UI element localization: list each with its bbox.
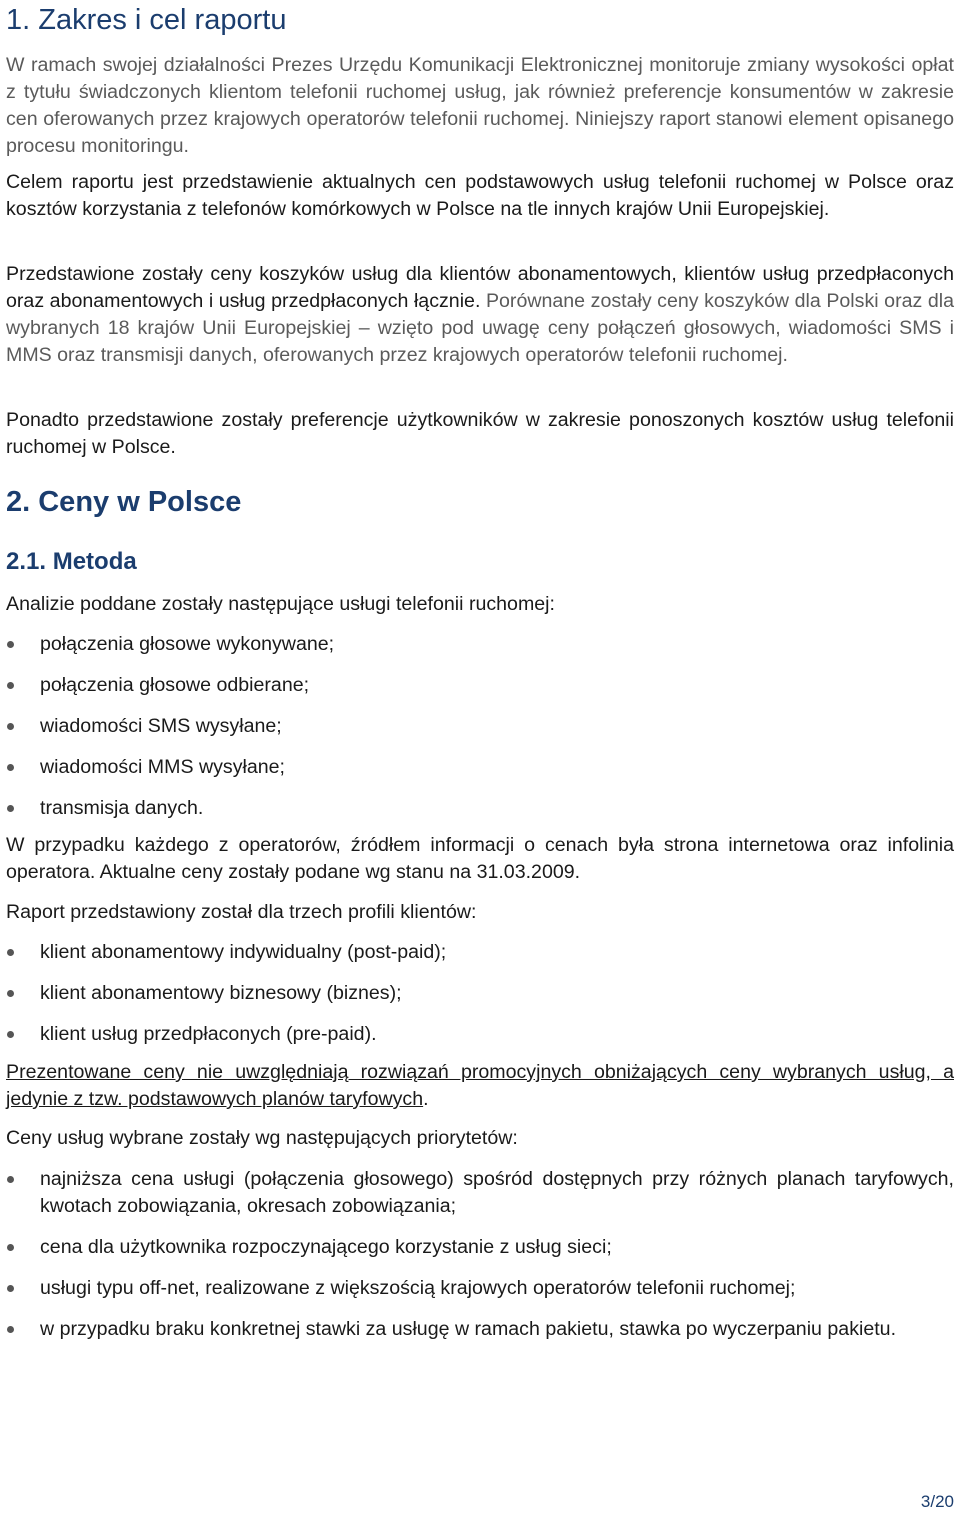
list-item: połączenia głosowe wykonywane;: [6, 631, 954, 658]
profiles-intro: Raport przedstawiony został dla trzech profili klientów:: [6, 901, 477, 923]
paragraph-baskets-b: Porównane zostały ceny koszyków dla Polski oraz dla wybranych 18 krajów Unii Europejskiej – wzięto pod uwagę ceny połączeń głosowych, wiadomości SMS i MMS oraz transmisji danych, oferowanych przez krajowych operatorów telefonii ruchomej.: [6, 290, 954, 366]
services-intro: Analizie poddane zostały następujące usługi telefonii ruchomej:: [6, 593, 555, 615]
paragraph-goal: Celem raportu jest przedstawienie aktualnych cen podstawowych usług telefonii ruchomej w Polsce oraz kosztów korzystania z telefonów komórkowych w Polsce na tle innych krajów Unii Europejskiej.: [6, 171, 954, 220]
bullet-icon: [7, 1031, 14, 1038]
list-item: klient abonamentowy biznesowy (biznes);: [6, 980, 954, 1007]
services-list: [6, 631, 954, 822]
priorities-list: [6, 1166, 954, 1343]
promotions-note-underlined: Prezentowane ceny nie uwzględniają rozwiązań promocyjnych obniżających ceny wybranych usług, a jedynie z tzw. podstawowych planów taryfowych: [6, 1061, 954, 1110]
list-item: w przypadku braku konkretnej stawki za usługę w ramach pakietu, stawka po wyczerpaniu pakietu.: [6, 1316, 954, 1343]
subsection-heading-2-1: 2.1. Metoda: [6, 548, 137, 575]
list-item: klient usług przedpłaconych (pre-paid).: [6, 1021, 954, 1048]
list-item: najniższa cena usługi (połączenia głosowego) spośród dostępnych przy różnych planach taryfowych, kwotach zobowiązania, okresach zobowiązania;: [6, 1166, 954, 1220]
list-item: wiadomości MMS wysyłane;: [6, 754, 954, 781]
bullet-icon: [7, 682, 14, 689]
bullet-icon: [7, 641, 14, 648]
source-note: W przypadku każdego z operatorów, źródłem informacji o cenach była strona internetowa oraz infolinia operatora. Aktualne ceny zostały podane wg stanu na 31.03.2009.: [6, 834, 954, 883]
bullet-icon: [7, 1285, 14, 1292]
bullet-icon: [7, 723, 14, 730]
list-item: usługi typu off-net, realizowane z większością krajowych operatorów telefonii ruchomej;: [6, 1275, 954, 1302]
paragraph-preferences: Ponadto przedstawione zostały preferencje użytkowników w zakresie ponoszonych kosztów usług telefonii ruchomej w Polsce.: [6, 409, 954, 458]
list-item: cena dla użytkownika rozpoczynającego korzystanie z usług sieci;: [6, 1234, 954, 1261]
bullet-icon: [7, 805, 14, 812]
list-item: połączenia głosowe odbierane;: [6, 672, 954, 699]
list-item: wiadomości SMS wysyłane;: [6, 713, 954, 740]
bullet-icon: [7, 949, 14, 956]
promotions-note: Prezentowane ceny nie uwzględniają rozwiązań promocyjnych obniżających ceny wybranych usług, a jedynie z tzw. podstawowych planów taryfowych.: [6, 1061, 954, 1110]
bullet-icon: [7, 1326, 14, 1333]
section-heading-1: 1. Zakres i cel raportu: [6, 4, 287, 36]
section-heading-2: 2. Ceny w Polsce: [6, 486, 242, 518]
list-item: klient abonamentowy indywidualny (post-paid);: [6, 939, 954, 966]
bullet-icon: [7, 1176, 14, 1183]
paragraph-intro: W ramach swojej działalności Prezes Urzędu Komunikacji Elektronicznej monitoruje zmiany wysokości opłat z tytułu świadczonych klientom telefonii ruchomej usług, jak również preferencje konsumentów w zakresie cen oferowanych przez krajowych operatorów telefonii ruchomej. Niniejszy raport stanowi element opisanego procesu monitoringu.: [6, 54, 954, 157]
paragraph-baskets-a: Przedstawione zostały ceny koszyków usług dla klientów abonamentowych, klientów usług przedpłaconych oraz abonamentowych i usług przedpłaconych łącznie.: [6, 263, 954, 312]
priorities-intro: Ceny usług wybrane zostały wg następujących priorytetów:: [6, 1127, 518, 1149]
profiles-list: [6, 939, 954, 1048]
bullet-icon: [7, 990, 14, 997]
bullet-icon: [7, 1244, 14, 1251]
paragraph-baskets: [6, 261, 954, 369]
bullet-icon: [7, 764, 14, 771]
list-item: transmisja danych.: [6, 795, 954, 822]
page-number: 3/20: [920, 1492, 954, 1511]
